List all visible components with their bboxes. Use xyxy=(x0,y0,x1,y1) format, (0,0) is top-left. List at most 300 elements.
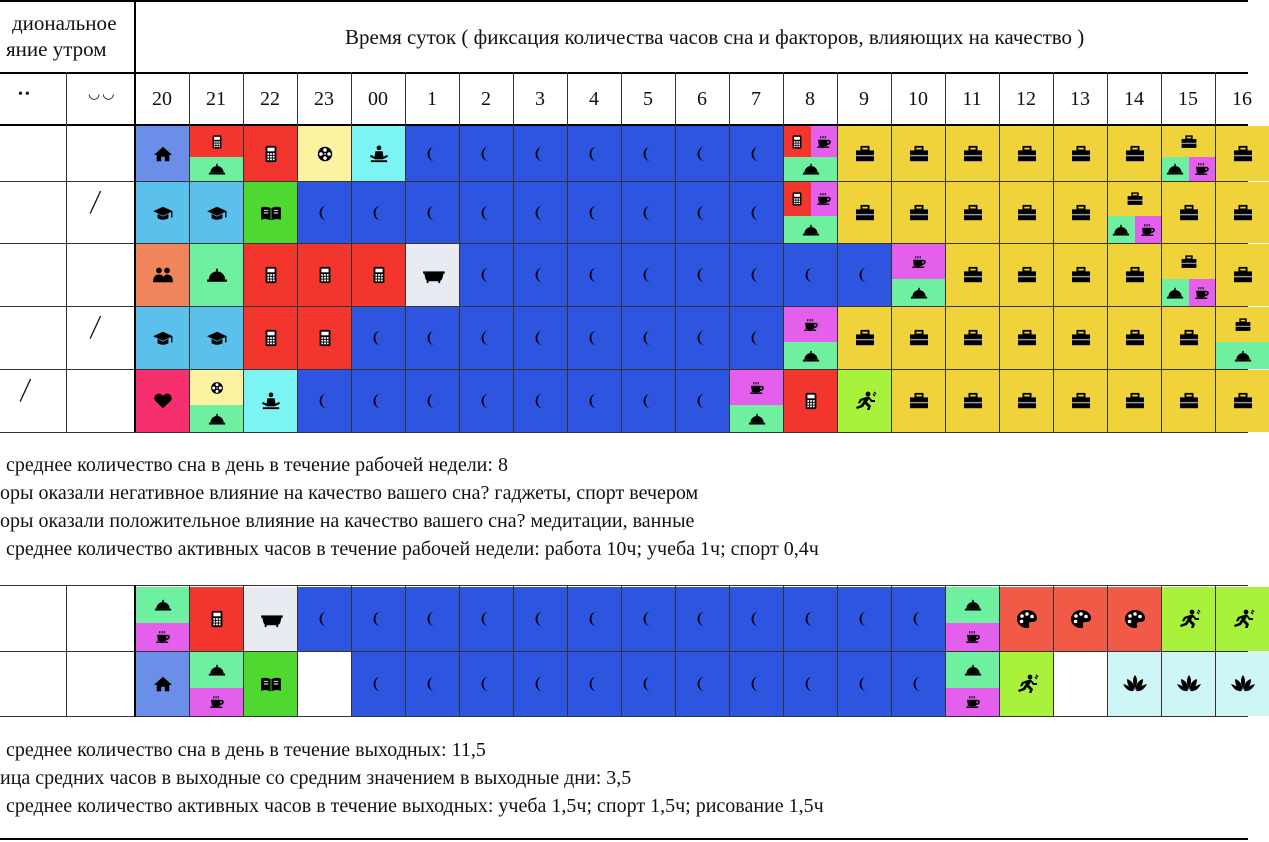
weekend-row-1-cell-13 xyxy=(1054,587,1107,651)
briefcase-icon xyxy=(1178,392,1200,410)
moon-icon xyxy=(584,145,606,163)
runner-icon xyxy=(1230,609,1256,629)
weekday-row-5-cell-8 xyxy=(784,370,837,432)
weekday-row-4-cell-22 xyxy=(244,307,297,369)
coffee-cup-icon xyxy=(815,192,833,207)
weekend-row-2-cell-15 xyxy=(1162,652,1215,716)
weekday-row-2-cell-9 xyxy=(838,182,891,243)
weekday-row-2-cell-1 xyxy=(406,182,459,243)
weekend-row-2-cell-13 xyxy=(1054,652,1107,716)
briefcase-icon xyxy=(1016,329,1038,347)
moon-icon xyxy=(476,610,498,628)
weekday-row-2-cell-15 xyxy=(1162,182,1215,243)
grid-line xyxy=(783,72,784,432)
weekday-row-3-cell-13 xyxy=(1054,244,1107,306)
weekday-row-4-cell-9 xyxy=(838,307,891,369)
weekend-row-1-cell-22 xyxy=(244,587,297,651)
weekday-row-4-cell-00 xyxy=(352,307,405,369)
phone-icon xyxy=(314,329,336,347)
weekday-row-1-cell-11 xyxy=(946,126,999,181)
food-cloche-icon xyxy=(801,348,819,363)
grid-line xyxy=(999,585,1000,717)
weekday-row-4-cell-6 xyxy=(676,307,729,369)
moon-icon xyxy=(368,610,390,628)
weekday-row-3-cell-21 xyxy=(190,244,243,306)
moon-icon xyxy=(422,675,444,693)
weekday-row-4-cell-2 xyxy=(460,307,513,369)
moon-icon xyxy=(530,610,552,628)
food-cloche-icon xyxy=(153,598,171,613)
moon-icon xyxy=(692,675,714,693)
briefcase-icon xyxy=(1070,392,1092,410)
moon-icon xyxy=(422,145,444,163)
moon-icon xyxy=(530,266,552,284)
weekday-row-4-cell-20 xyxy=(136,307,189,369)
grid-line xyxy=(1053,72,1054,432)
phone-icon xyxy=(368,266,390,284)
weekday-row-5-cell-6 xyxy=(676,370,729,432)
graduation-cap-icon xyxy=(152,329,174,347)
hour-label-14: 14 xyxy=(1124,87,1144,110)
weekday-row-1-cell-14 xyxy=(1108,126,1161,181)
food-cloche-icon xyxy=(206,266,228,284)
food-cloche-icon xyxy=(1233,348,1251,363)
weekday-row-5-cell-7 xyxy=(730,370,783,432)
hour-label-6: 6 xyxy=(697,87,707,110)
hour-label-15: 15 xyxy=(1178,87,1198,110)
weekday-row-3-cell-9 xyxy=(838,244,891,306)
weekday-row-1-cell-00 xyxy=(352,126,405,181)
briefcase-icon xyxy=(908,392,930,410)
film-reel-icon xyxy=(314,145,336,163)
briefcase-icon xyxy=(908,329,930,347)
grid-line xyxy=(621,72,622,432)
weekday-row-1-cell-4 xyxy=(568,126,621,181)
food-cloche-icon xyxy=(1112,222,1130,237)
weekday-row-2-cell-12 xyxy=(1000,182,1053,243)
food-cloche-icon xyxy=(909,285,927,300)
grid-line xyxy=(837,72,838,432)
hour-label-5: 5 xyxy=(643,87,653,110)
weekday-row-1-cell-8 xyxy=(784,126,837,181)
weekday-row-5-cell-3 xyxy=(514,370,567,432)
moon-icon xyxy=(422,329,444,347)
weekday-row-3-cell-12 xyxy=(1000,244,1053,306)
weekday-row-5-cell-13 xyxy=(1054,370,1107,432)
moon-icon xyxy=(314,610,336,628)
runner-icon xyxy=(852,391,878,411)
moon-icon xyxy=(476,145,498,163)
moon-icon xyxy=(746,266,768,284)
hour-label-13: 13 xyxy=(1070,87,1090,110)
coffee-cup-icon xyxy=(963,695,981,710)
briefcase-icon xyxy=(1179,134,1197,149)
moon-icon xyxy=(908,675,930,693)
film-reel-icon xyxy=(207,380,225,395)
book-icon xyxy=(260,675,282,693)
weekday-row-4-cell-12 xyxy=(1000,307,1053,369)
weekend-row-1-cell-10 xyxy=(892,587,945,651)
weekend-row-1-cell-8 xyxy=(784,587,837,651)
moon-icon xyxy=(800,610,822,628)
grid-line xyxy=(999,72,1000,432)
weekend-row-1-cell-4 xyxy=(568,587,621,651)
weekend-row-1-cell-3 xyxy=(514,587,567,651)
moon-icon xyxy=(692,204,714,222)
grid-line xyxy=(189,585,190,717)
weekend-row-2-cell-5 xyxy=(622,652,675,716)
weekday-row-5-cell-00 xyxy=(352,370,405,432)
weekday-summary-3: оры оказали положительное влияние на качество вашего сна? медитации, ванные xyxy=(0,510,695,532)
weekday-row-4-cell-11 xyxy=(946,307,999,369)
coffee-cup-icon xyxy=(909,254,927,269)
weekday-row-3-cell-00 xyxy=(352,244,405,306)
briefcase-icon xyxy=(1179,254,1197,269)
grid-line xyxy=(243,72,244,432)
briefcase-icon xyxy=(1178,204,1200,222)
weekday-row-5-cell-9 xyxy=(838,370,891,432)
weekday-row-4-cell-7 xyxy=(730,307,783,369)
briefcase-icon xyxy=(1178,329,1200,347)
hour-label-2: 2 xyxy=(481,87,491,110)
bathtub-icon xyxy=(418,266,448,284)
weekend-row-1-cell-23 xyxy=(298,587,351,651)
grid-line xyxy=(621,585,622,717)
grid-line xyxy=(837,585,838,717)
moon-icon xyxy=(368,675,390,693)
weekday-row-5-cell-14 xyxy=(1108,370,1161,432)
weekend-row-1-cell-00 xyxy=(352,587,405,651)
moon-icon xyxy=(692,145,714,163)
briefcase-icon xyxy=(1232,266,1254,284)
weekend-row-1-cell-11 xyxy=(946,587,999,651)
weekend-row-2-cell-7 xyxy=(730,652,783,716)
weekday-row-3-cell-6 xyxy=(676,244,729,306)
grid-line xyxy=(729,72,730,432)
grid-line xyxy=(134,0,136,432)
briefcase-icon xyxy=(1124,266,1146,284)
moon-icon xyxy=(746,204,768,222)
moon-icon xyxy=(638,675,660,693)
palette-icon xyxy=(1069,609,1093,629)
food-cloche-icon xyxy=(207,663,225,678)
phone-icon xyxy=(260,329,282,347)
weekend-row-1-cell-15 xyxy=(1162,587,1215,651)
weekday-row-3-cell-22 xyxy=(244,244,297,306)
hour-label-7: 7 xyxy=(751,87,761,110)
food-cloche-icon xyxy=(801,222,819,237)
weekday-row-5-cell-2 xyxy=(460,370,513,432)
grid-line xyxy=(513,72,514,432)
moon-icon xyxy=(638,266,660,284)
weekday-row-1-cell-12 xyxy=(1000,126,1053,181)
hour-label-3: 3 xyxy=(535,87,545,110)
weekday-row-1-cell-5 xyxy=(622,126,675,181)
weekday-row-1-cell-9 xyxy=(838,126,891,181)
grid-line xyxy=(1107,72,1108,432)
grid-line xyxy=(1107,585,1108,717)
grid-line xyxy=(297,585,298,717)
food-cloche-icon xyxy=(207,411,225,426)
weekday-row-4-cell-15 xyxy=(1162,307,1215,369)
coffee-cup-icon xyxy=(801,317,819,332)
lotus-icon xyxy=(1229,674,1257,694)
bathtub-icon xyxy=(256,610,286,628)
weekend-row-1-cell-16 xyxy=(1216,587,1269,651)
briefcase-icon xyxy=(1016,145,1038,163)
briefcase-icon xyxy=(1124,392,1146,410)
briefcase-icon xyxy=(1070,266,1092,284)
weekend-row-2-cell-6 xyxy=(676,652,729,716)
coffee-cup-icon xyxy=(1193,285,1211,300)
moon-icon xyxy=(422,204,444,222)
weekday-row-3-cell-14 xyxy=(1108,244,1161,306)
weekday-row-1-cell-13 xyxy=(1054,126,1107,181)
weekend-row-1-cell-7 xyxy=(730,587,783,651)
moon-icon xyxy=(314,204,336,222)
weekday-row-3-cell-15 xyxy=(1162,244,1215,306)
moon-icon xyxy=(368,204,390,222)
meditation-icon xyxy=(260,392,282,410)
grid-line xyxy=(1161,72,1162,432)
moon-icon xyxy=(584,392,606,410)
phone-icon xyxy=(788,134,806,149)
moon-icon xyxy=(530,329,552,347)
grid-line xyxy=(675,72,676,432)
emotion-header xyxy=(0,0,134,72)
weekend-row-1-cell-6 xyxy=(676,587,729,651)
grid-line xyxy=(891,585,892,717)
people-icon xyxy=(152,266,174,284)
grid-line xyxy=(1053,585,1054,717)
hour-label-12: 12 xyxy=(1016,87,1036,110)
grid-line xyxy=(405,72,406,432)
weekend-row-2-cell-10 xyxy=(892,652,945,716)
coffee-cup-icon xyxy=(963,630,981,645)
weekday-row-4-cell-13 xyxy=(1054,307,1107,369)
moon-icon xyxy=(584,610,606,628)
weekday-row-3-cell-7 xyxy=(730,244,783,306)
emotion-mark-sad: / xyxy=(90,181,100,223)
weekday-row-4-cell-14 xyxy=(1108,307,1161,369)
weekday-row-1-cell-10 xyxy=(892,126,945,181)
moon-icon xyxy=(584,329,606,347)
briefcase-icon xyxy=(1233,317,1251,332)
palette-icon xyxy=(1015,609,1039,629)
moon-icon xyxy=(638,610,660,628)
hour-label-10: 10 xyxy=(908,87,928,110)
grid-line xyxy=(1161,585,1162,717)
weekday-row-1-cell-2 xyxy=(460,126,513,181)
weekend-row-2-cell-2 xyxy=(460,652,513,716)
coffee-cup-icon xyxy=(1193,162,1211,177)
moon-icon xyxy=(692,392,714,410)
grid-line xyxy=(297,72,298,432)
weekday-row-4-cell-10 xyxy=(892,307,945,369)
weekday-row-4-cell-8 xyxy=(784,307,837,369)
weekday-row-4-cell-21 xyxy=(190,307,243,369)
lotus-icon xyxy=(1121,674,1149,694)
weekday-row-4-cell-1 xyxy=(406,307,459,369)
emotion-mark-sad: / xyxy=(90,306,100,348)
weekend-row-2-cell-4 xyxy=(568,652,621,716)
grid-line xyxy=(0,124,1248,126)
weekend-row-2-cell-00 xyxy=(352,652,405,716)
emotion-mark-neutral: / xyxy=(20,369,30,411)
briefcase-icon xyxy=(854,145,876,163)
grid-line xyxy=(945,585,946,717)
hour-label-16: 16 xyxy=(1232,87,1252,110)
grid-line xyxy=(1215,72,1216,432)
weekday-row-5-cell-16 xyxy=(1216,370,1269,432)
moon-icon xyxy=(368,392,390,410)
weekend-row-1-cell-2 xyxy=(460,587,513,651)
briefcase-icon xyxy=(1125,192,1143,207)
weekday-row-2-cell-8 xyxy=(784,182,837,243)
moon-icon xyxy=(638,392,660,410)
weekday-row-5-cell-1 xyxy=(406,370,459,432)
briefcase-icon xyxy=(962,204,984,222)
grid-line xyxy=(567,72,568,432)
face-neutral-label: •• xyxy=(18,87,32,102)
weekday-row-2-cell-10 xyxy=(892,182,945,243)
grid-line xyxy=(0,432,1248,433)
food-cloche-icon xyxy=(747,411,765,426)
weekday-row-1-cell-1 xyxy=(406,126,459,181)
hour-label-9: 9 xyxy=(859,87,869,110)
weekend-row-2-cell-3 xyxy=(514,652,567,716)
briefcase-icon xyxy=(908,145,930,163)
moon-icon xyxy=(746,675,768,693)
weekend-row-2-cell-16 xyxy=(1216,652,1269,716)
lotus-icon xyxy=(1175,674,1203,694)
weekday-row-1-cell-6 xyxy=(676,126,729,181)
grid-line xyxy=(675,585,676,717)
moon-icon xyxy=(584,204,606,222)
coffee-cup-icon xyxy=(207,695,225,710)
moon-icon xyxy=(476,392,498,410)
weekday-row-5-cell-21 xyxy=(190,370,243,432)
hour-label-22: 22 xyxy=(260,87,280,110)
briefcase-icon xyxy=(854,204,876,222)
weekday-row-2-cell-20 xyxy=(136,182,189,243)
weekday-row-4-cell-4 xyxy=(568,307,621,369)
weekday-row-3-cell-2 xyxy=(460,244,513,306)
book-icon xyxy=(260,204,282,222)
weekday-row-2-cell-13 xyxy=(1054,182,1107,243)
weekend-row-2-cell-11 xyxy=(946,652,999,716)
moon-icon xyxy=(692,329,714,347)
weekday-row-5-cell-11 xyxy=(946,370,999,432)
weekday-summary-1: среднее количество сна в день в течение рабочей недели: 8 xyxy=(6,454,508,476)
moon-icon xyxy=(476,204,498,222)
food-cloche-icon xyxy=(963,598,981,613)
runner-icon xyxy=(1176,609,1202,629)
briefcase-icon xyxy=(1232,392,1254,410)
food-cloche-icon xyxy=(963,663,981,678)
phone-icon xyxy=(260,145,282,163)
grid-line xyxy=(0,243,1248,244)
weekend-summary-1: среднее количество сна в день в течение выходных: 11,5 xyxy=(6,739,486,761)
moon-icon xyxy=(314,392,336,410)
weekday-row-2-cell-6 xyxy=(676,182,729,243)
moon-icon xyxy=(746,145,768,163)
weekday-row-2-cell-3 xyxy=(514,182,567,243)
moon-icon xyxy=(476,329,498,347)
grid-line xyxy=(243,585,244,717)
grid-line xyxy=(0,72,1248,74)
briefcase-icon xyxy=(1124,329,1146,347)
weekday-row-2-cell-16 xyxy=(1216,182,1269,243)
weekend-row-2-cell-23 xyxy=(298,652,351,716)
weekend-row-1-cell-1 xyxy=(406,587,459,651)
weekday-row-2-cell-22 xyxy=(244,182,297,243)
grid-line xyxy=(66,72,67,432)
runner-icon xyxy=(1014,674,1040,694)
weekday-row-2-cell-11 xyxy=(946,182,999,243)
grid-line xyxy=(945,72,946,432)
grid-line xyxy=(891,72,892,432)
food-cloche-icon xyxy=(801,162,819,177)
weekday-row-3-cell-8 xyxy=(784,244,837,306)
weekend-row-1-cell-21 xyxy=(190,587,243,651)
hour-label-1: 1 xyxy=(427,87,437,110)
grid-line xyxy=(0,0,1248,2)
weekday-row-1-cell-15 xyxy=(1162,126,1215,181)
weekday-row-5-cell-23 xyxy=(298,370,351,432)
weekday-row-2-cell-14 xyxy=(1108,182,1161,243)
weekend-row-1-cell-5 xyxy=(622,587,675,651)
hour-label-4: 4 xyxy=(589,87,599,110)
graduation-cap-icon xyxy=(206,329,228,347)
weekday-row-5-cell-20 xyxy=(136,370,189,432)
hour-label-00: 00 xyxy=(368,87,388,110)
briefcase-icon xyxy=(1124,145,1146,163)
weekend-row-1-cell-20 xyxy=(136,587,189,651)
grid-line xyxy=(0,369,1248,370)
grid-line xyxy=(351,72,352,432)
weekday-row-5-cell-22 xyxy=(244,370,297,432)
briefcase-icon xyxy=(1016,266,1038,284)
moon-icon xyxy=(584,266,606,284)
moon-icon xyxy=(530,204,552,222)
grid-line xyxy=(0,585,1248,586)
day-time-title: Время суток ( фиксация количества часов сна и факторов, влияющих на качество ) xyxy=(345,25,1085,49)
weekday-row-1-cell-23 xyxy=(298,126,351,181)
moon-icon xyxy=(908,610,930,628)
coffee-cup-icon xyxy=(1139,222,1157,237)
coffee-cup-icon xyxy=(815,134,833,149)
weekday-row-3-cell-3 xyxy=(514,244,567,306)
phone-icon xyxy=(207,134,225,149)
grid-line xyxy=(567,585,568,717)
moon-icon xyxy=(422,610,444,628)
graduation-cap-icon xyxy=(206,204,228,222)
emotion-title-line1: диональное xyxy=(12,11,117,35)
weekday-row-3-cell-23 xyxy=(298,244,351,306)
weekday-row-1-cell-22 xyxy=(244,126,297,181)
weekend-row-2-cell-12 xyxy=(1000,652,1053,716)
weekday-row-3-cell-16 xyxy=(1216,244,1269,306)
briefcase-icon xyxy=(1070,204,1092,222)
moon-icon xyxy=(692,610,714,628)
graduation-cap-icon xyxy=(152,204,174,222)
weekday-row-5-cell-4 xyxy=(568,370,621,432)
weekend-summary-3: среднее количество активных часов в течение выходных: учеба 1,5ч; спорт 1,5ч; рисование 1,5ч xyxy=(6,795,824,817)
briefcase-icon xyxy=(1016,392,1038,410)
moon-icon xyxy=(530,145,552,163)
grid-line xyxy=(0,838,1248,840)
